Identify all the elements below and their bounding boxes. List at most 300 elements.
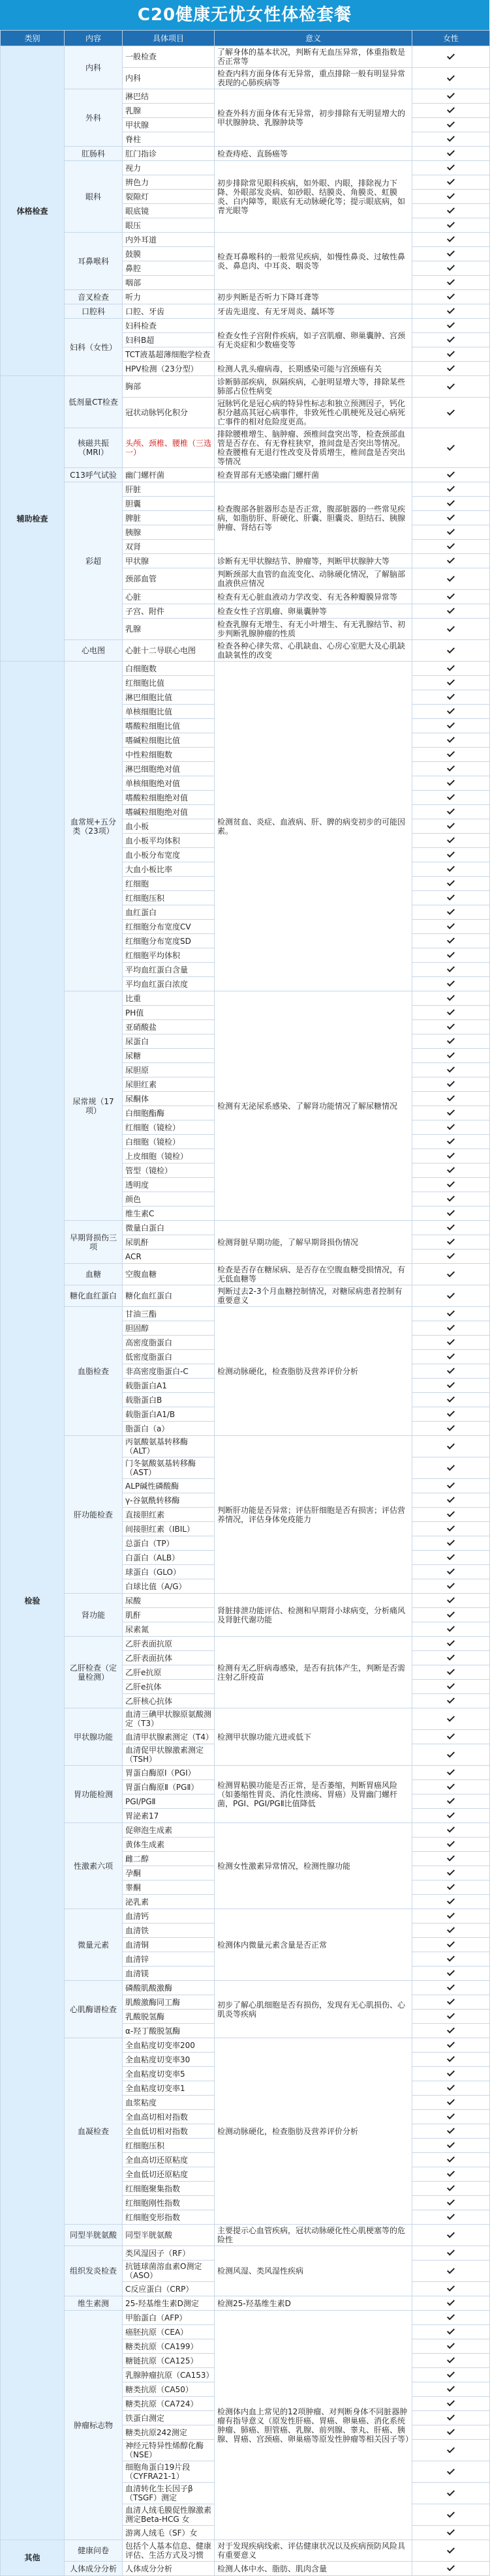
table-row	[1, 1766, 490, 1780]
female-included-cell	[412, 2110, 490, 2124]
check-icon	[446, 1036, 455, 1045]
female-included-cell	[412, 1794, 490, 1809]
female-included-cell	[412, 604, 490, 619]
item-cell: γ-谷氨酰转移酶	[123, 1493, 215, 1508]
table-row	[1, 2225, 490, 2246]
check-icon	[446, 1867, 455, 1877]
female-included-cell	[412, 2296, 490, 2311]
item-cell: 淋巴细胞绝对值	[123, 762, 215, 776]
table-row	[1, 2562, 490, 2576]
item-cell: 全血粘度切变率5	[123, 2067, 215, 2081]
female-included-cell	[412, 1665, 490, 1680]
female-included-cell	[412, 1120, 490, 1135]
item-cell: PGⅠ/PGⅡ	[123, 1794, 215, 1809]
female-included-cell	[412, 1952, 490, 1967]
item-cell: 血清甲状腺素测定（T4）	[123, 1730, 215, 1744]
item-cell: 乳腺	[123, 619, 215, 640]
female-included-cell	[412, 1321, 490, 1336]
check-icon	[446, 1179, 455, 1188]
check-icon	[446, 1839, 455, 1848]
check-icon	[446, 1323, 455, 1332]
content-cell: 肛肠科	[65, 147, 123, 161]
female-included-cell	[412, 2540, 490, 2562]
female-included-cell	[412, 2354, 490, 2368]
check-icon	[446, 2412, 455, 2422]
content-cell: 肾功能	[65, 1594, 123, 1637]
content-cell: 血凝检查	[65, 2038, 123, 2225]
check-icon	[446, 1896, 455, 1905]
meaning-cell: 检查乳腺有无增生、有无小叶增生、有无乳腺结节、初步判断乳腺肿瘤的性质	[215, 619, 412, 640]
check-icon	[446, 677, 455, 686]
item-cell: 子宫、附件	[123, 604, 215, 619]
item-cell: 嗜酸粒细胞比值	[123, 719, 215, 733]
check-icon	[446, 2230, 455, 2239]
female-included-cell	[412, 204, 490, 218]
check-icon	[446, 2083, 455, 2092]
item-cell: 雌二醇	[123, 1852, 215, 1866]
female-included-cell	[412, 2246, 490, 2261]
female-included-cell	[412, 905, 490, 920]
table-row	[1, 304, 490, 319]
female-included-cell	[412, 1006, 490, 1020]
item-cell: 白细胞酯酶	[123, 1106, 215, 1120]
check-icon	[446, 263, 455, 272]
item-cell: 癌胚抗原（CEA）	[123, 2325, 215, 2339]
meaning-cell: 检查痔疮、直肠癌等	[215, 147, 412, 161]
content-cell: 微量元素	[65, 1909, 123, 1981]
meaning-cell: 检测动脉硬化，检查脂肪及营养评价分析	[215, 2038, 412, 2225]
female-included-cell	[412, 1909, 490, 1924]
header-items: 具体项目	[123, 31, 215, 46]
female-included-cell	[412, 1924, 490, 1938]
item-cell: 血清钙	[123, 1909, 215, 1924]
meaning-cell: 诊断有无甲状腺结节、肿瘤等，判断甲状腺肿大等	[215, 554, 412, 568]
checkup-table	[0, 30, 490, 2576]
check-icon	[446, 1609, 455, 1618]
item-cell: HPV检测（23分型）	[123, 362, 215, 376]
female-included-cell	[412, 2440, 490, 2461]
check-icon	[446, 234, 455, 243]
female-included-cell	[412, 1895, 490, 1909]
check-icon	[446, 1193, 455, 1203]
female-included-cell	[412, 347, 490, 362]
item-cell: 门冬氨酸氨基转移酶（AST）	[123, 1457, 215, 1479]
item-cell: 红细胞压积	[123, 2139, 215, 2153]
female-included-cell	[412, 1766, 490, 1780]
item-cell: 红细胞变形指数	[123, 2210, 215, 2225]
female-included-cell	[412, 1235, 490, 1250]
item-cell: 乙肝核心抗体	[123, 1694, 215, 1708]
content-cell: 口腔科	[65, 304, 123, 319]
item-cell: 细胞角蛋白19片段（CYFRA21-1）	[123, 2461, 215, 2483]
item-cell: 载脂蛋白B	[123, 1393, 215, 1407]
check-icon	[446, 1380, 455, 1389]
female-included-cell	[412, 118, 490, 132]
item-cell: 鼓膜	[123, 247, 215, 261]
item-cell: 内外耳道	[123, 233, 215, 247]
check-icon	[446, 1423, 455, 1432]
female-included-cell	[412, 304, 490, 319]
item-cell: 尿素氮	[123, 1622, 215, 1637]
header-category: 类别	[1, 31, 65, 46]
table-row	[1, 147, 490, 161]
check-icon	[446, 763, 455, 772]
female-included-cell	[412, 511, 490, 525]
item-cell: 微量白蛋白	[123, 1221, 215, 1235]
check-icon	[446, 907, 455, 916]
meaning-cell: 检测风湿、类风湿性疾病	[215, 2246, 412, 2296]
female-included-cell	[412, 1285, 490, 1307]
check-icon	[446, 1269, 455, 1278]
check-icon	[446, 1079, 455, 1088]
female-included-cell	[412, 1938, 490, 1952]
item-cell: 红细胞平均体积	[123, 948, 215, 963]
female-included-cell	[412, 2504, 490, 2526]
check-icon	[446, 512, 455, 521]
item-cell: 红细胞分布宽度CV	[123, 920, 215, 934]
female-included-cell	[412, 276, 490, 290]
female-included-cell	[412, 791, 490, 805]
item-cell: 心脏十二导联心电图	[123, 640, 215, 662]
category-cell: 辅助检查	[1, 376, 65, 662]
female-included-cell	[412, 2425, 490, 2440]
female-included-cell	[412, 1364, 490, 1379]
item-cell: 甲状腺	[123, 118, 215, 132]
table-row	[1, 319, 490, 333]
item-cell: 25-羟基维生素D测定	[123, 2296, 215, 2311]
content-cell: 同型半胱氨酸	[65, 2225, 123, 2246]
item-cell: 中性粒细胞数	[123, 748, 215, 762]
check-icon	[446, 749, 455, 758]
female-included-cell	[412, 104, 490, 118]
item-cell: 红细胞聚集指数	[123, 2182, 215, 2196]
item-cell: 乳腺肿瘤抗原（CA153）	[123, 2368, 215, 2382]
item-cell: ACR	[123, 1250, 215, 1264]
female-included-cell	[412, 1457, 490, 1479]
item-cell: 头颅、颈椎、腰椎（三选一）	[123, 428, 215, 468]
female-included-cell	[412, 1336, 490, 1350]
item-cell: 双肾	[123, 540, 215, 554]
check-icon	[446, 1997, 455, 2006]
check-icon	[446, 2154, 455, 2163]
check-icon	[446, 2466, 455, 2476]
item-cell: 糖链抗原（CA125）	[123, 2354, 215, 2368]
female-included-cell	[412, 175, 490, 190]
item-cell: TCT液基超薄细胞学检查	[123, 347, 215, 362]
meaning-cell: 检测人乳头瘤病毒，长期感染可能与宫颈癌有关	[215, 362, 412, 376]
item-cell: 单核细胞比值	[123, 705, 215, 719]
check-icon	[446, 1796, 455, 1805]
meaning-cell: 主要提示心血管疾病，冠状动脉硬化性心肌梗塞等的危险性	[215, 2225, 412, 2246]
check-icon	[446, 835, 455, 844]
table-row	[1, 376, 490, 398]
check-icon	[446, 205, 455, 214]
female-included-cell	[412, 1981, 490, 1995]
check-icon	[446, 469, 455, 478]
meaning-cell: 诊断肺部疾病，纵隔疾病，心脏明显增大等，排除某些肺部占位性病变	[215, 376, 412, 398]
check-icon	[446, 2111, 455, 2120]
item-cell: 铁蛋白测定	[123, 2411, 215, 2425]
female-included-cell	[412, 376, 490, 398]
check-icon	[446, 1495, 455, 1504]
category-cell: 检验	[1, 662, 65, 2540]
check-icon	[446, 1595, 455, 1604]
check-icon	[446, 1021, 455, 1031]
item-cell: 妇科检查	[123, 319, 215, 333]
female-included-cell	[412, 1164, 490, 1178]
female-included-cell	[412, 1536, 490, 1551]
item-cell: 孕酮	[123, 1866, 215, 1881]
check-icon	[446, 334, 455, 344]
female-included-cell	[412, 1967, 490, 1981]
item-cell: 糖化血红蛋白	[123, 1285, 215, 1307]
content-cell: 肿瘤标志物	[65, 2311, 123, 2540]
check-icon	[446, 1581, 455, 1590]
meaning-cell: 检测25-羟基维生素D	[215, 2296, 412, 2311]
check-icon	[446, 2445, 455, 2454]
female-included-cell	[412, 2010, 490, 2024]
female-included-cell	[412, 1809, 490, 1823]
meaning-cell: 初步了解心肌细胞是否有损伤，发现有无心肌损伤、心肌炎等疾病	[215, 1981, 412, 2038]
female-included-cell	[412, 619, 490, 640]
check-icon	[446, 527, 455, 536]
item-cell: 乳腺	[123, 104, 215, 118]
content-cell: 维生素测	[65, 2296, 123, 2311]
content-cell: 早期肾损伤三项	[65, 1221, 123, 1264]
check-icon	[446, 248, 455, 257]
content-cell: 胃功能检测	[65, 1766, 123, 1823]
check-icon	[446, 2025, 455, 2034]
item-cell: 血小板平均体积	[123, 834, 215, 848]
check-icon	[446, 381, 455, 390]
check-icon	[446, 1925, 455, 1934]
female-included-cell	[412, 2096, 490, 2110]
check-icon	[446, 2355, 455, 2364]
item-cell: 肌酸激酶同工酶	[123, 1995, 215, 2010]
female-included-cell	[412, 319, 490, 333]
female-included-cell	[412, 2153, 490, 2167]
item-cell: 直接胆红素	[123, 1508, 215, 1522]
female-included-cell	[412, 705, 490, 719]
item-cell: 乙肝表面抗原	[123, 1637, 215, 1651]
female-included-cell	[412, 2261, 490, 2282]
table-row	[1, 1264, 490, 1285]
female-included-cell	[412, 161, 490, 175]
meaning-cell: 初步判断是否听力下降耳聋等	[215, 290, 412, 304]
female-included-cell	[412, 2182, 490, 2196]
item-cell: 胆囊	[123, 497, 215, 511]
check-icon	[446, 1968, 455, 1977]
item-cell: 间接胆红素（IBIL）	[123, 1522, 215, 1536]
check-icon	[446, 277, 455, 286]
item-cell: 乙肝表面抗体	[123, 1651, 215, 1665]
check-icon	[446, 2283, 455, 2292]
female-included-cell	[412, 640, 490, 662]
check-icon	[446, 1824, 455, 1834]
female-included-cell	[412, 662, 490, 676]
check-icon	[446, 1463, 455, 1472]
check-icon	[446, 134, 455, 143]
item-cell: 红细胞（镜检）	[123, 1120, 215, 1135]
item-cell: 眼压	[123, 218, 215, 233]
check-icon	[446, 1237, 455, 1246]
check-icon	[446, 1107, 455, 1117]
check-icon	[446, 1681, 455, 1690]
check-icon	[446, 2298, 455, 2307]
female-included-cell	[412, 733, 490, 748]
meaning-cell: 检测动脉硬化，检查脂肪及营养评价分析	[215, 1307, 412, 1436]
item-cell: 磷酸肌酸激酶	[123, 1981, 215, 1995]
check-icon	[446, 1007, 455, 1016]
item-cell: 尿糖	[123, 1049, 215, 1063]
table-row	[1, 46, 490, 68]
item-cell: 人体成分分析	[123, 2562, 215, 2576]
female-included-cell	[412, 1508, 490, 1522]
female-included-cell	[412, 1852, 490, 1866]
item-cell: 同型半胱氨酸	[123, 2225, 215, 2246]
check-icon	[446, 1982, 455, 1991]
check-icon	[446, 1954, 455, 1963]
meaning-cell: 牙齿先退度、有无牙周炎、龋坏等	[215, 304, 412, 319]
female-included-cell	[412, 1493, 490, 1508]
table-row	[1, 233, 490, 247]
check-icon	[446, 1939, 455, 1948]
check-icon	[446, 806, 455, 815]
check-icon	[446, 1749, 455, 1759]
item-cell: 低密度脂蛋白	[123, 1350, 215, 1364]
table-row	[1, 1909, 490, 1924]
check-icon	[446, 2183, 455, 2192]
female-included-cell	[412, 1077, 490, 1092]
female-included-cell	[412, 1995, 490, 2010]
item-cell: 抗链球菌溶血素O测定（ASO）	[123, 2261, 215, 2282]
item-cell: 鼻腔	[123, 261, 215, 276]
check-icon	[446, 878, 455, 887]
item-cell: 乳酸脱氢酶	[123, 2010, 215, 2024]
item-cell: 平均血红蛋白含量	[123, 963, 215, 977]
table-row	[1, 640, 490, 662]
content-cell: 乙肝检查（定量检测）	[65, 1637, 123, 1708]
female-included-cell	[412, 1178, 490, 1192]
female-included-cell	[412, 1708, 490, 1730]
item-cell: 淋巴结	[123, 89, 215, 104]
check-icon	[446, 1853, 455, 1862]
meaning-cell: 检查内科方面身体有无异常，重点排除一般有明显异常表现的心肺疾病等	[215, 68, 412, 89]
female-included-cell	[412, 819, 490, 834]
check-icon	[446, 105, 455, 114]
female-included-cell	[412, 719, 490, 733]
female-included-cell	[412, 762, 490, 776]
meaning-cell: 检测女性激素异常情况，检测性腺功能	[215, 1823, 412, 1909]
content-cell: 性激素六项	[65, 1823, 123, 1909]
check-icon	[446, 541, 455, 550]
table-row	[1, 1594, 490, 1608]
check-icon	[446, 306, 455, 315]
item-cell: 视力	[123, 161, 215, 175]
item-cell: 冠状动脉钙化积分	[123, 398, 215, 428]
check-icon	[446, 2169, 455, 2178]
meaning-cell: 检测肾脏早期功能，了解早期肾损伤情况	[215, 1221, 412, 1264]
meaning-cell: 检查耳鼻喉科的一般常见疾病，如慢性鼻炎、过敏性鼻炎、鼻息肉、中耳炎、咽炎等	[215, 233, 412, 290]
check-icon	[446, 1714, 455, 1723]
check-icon	[446, 2545, 455, 2554]
item-cell: 胆固醇	[123, 1321, 215, 1336]
check-icon	[446, 1050, 455, 1059]
check-icon	[446, 2266, 455, 2275]
meaning-cell: 检查是否存在糖尿病、是否存在空腹血糖受损情况，有无低血糖等	[215, 1264, 412, 1285]
item-cell: 肛门指诊	[123, 147, 215, 161]
check-icon	[446, 2326, 455, 2335]
check-icon	[446, 177, 455, 186]
check-icon	[446, 2140, 455, 2149]
content-cell: C13呼气试验	[65, 468, 123, 482]
female-included-cell	[412, 1049, 490, 1063]
female-included-cell	[412, 540, 490, 554]
item-cell: 比重	[123, 991, 215, 1006]
item-cell: 嗜酸粒细胞绝对值	[123, 791, 215, 805]
item-cell: 非高密度脂蛋白-C	[123, 1364, 215, 1379]
table-row	[1, 1823, 490, 1837]
item-cell: 口腔、牙齿	[123, 304, 215, 319]
item-cell: ALP碱性磷酸酶	[123, 1479, 215, 1493]
content-cell: 健康问卷	[65, 2540, 123, 2562]
check-icon	[446, 1136, 455, 1145]
check-icon	[446, 720, 455, 729]
check-icon	[446, 645, 455, 654]
female-included-cell	[412, 1579, 490, 1594]
female-included-cell	[412, 1881, 490, 1895]
check-icon	[446, 1652, 455, 1661]
check-icon	[446, 692, 455, 701]
female-included-cell	[412, 1637, 490, 1651]
female-included-cell	[412, 2282, 490, 2296]
check-icon	[446, 498, 455, 507]
meaning-cell: 检查各种心律失常、心肌缺血、心房心室肥大及心肌缺血缺氧性的改变	[215, 640, 412, 662]
item-cell: 辨色力	[123, 175, 215, 190]
female-included-cell	[412, 2225, 490, 2246]
check-icon	[446, 2527, 455, 2536]
female-included-cell	[412, 218, 490, 233]
check-icon	[446, 407, 455, 417]
meaning-cell: 检测胃粘膜功能是否正常，是否萎缩，判断胃癌风险（如萎缩性胃炎、消化性溃疡、胃癌）及胃幽门螺杆菌，PGⅠ、PGⅠ/PGⅡ比值降低	[215, 1766, 412, 1823]
item-cell: 全血高切相对指数	[123, 2110, 215, 2124]
item-cell: 血清锌	[123, 1952, 215, 1967]
item-cell: 平均血红蛋白浓度	[123, 977, 215, 991]
check-icon	[446, 363, 455, 372]
female-included-cell	[412, 482, 490, 497]
female-included-cell	[412, 1250, 490, 1264]
female-included-cell	[412, 428, 490, 468]
table-body	[1, 46, 490, 2576]
item-cell: 脂蛋白（a）	[123, 1422, 215, 1436]
female-included-cell	[412, 1307, 490, 1321]
female-included-cell	[412, 1479, 490, 1493]
item-cell: 神经元特异性烯醇化酶（NSE）	[123, 2440, 215, 2461]
content-cell: 尿常规（17项）	[65, 991, 123, 1221]
content-cell: 核磁共振（MRI）	[65, 428, 123, 468]
meaning-cell: 判断肝功能是否异常；评估肝细胞是否有损害；评估营养情况，评估身体免疫能力	[215, 1436, 412, 1594]
female-included-cell	[412, 525, 490, 540]
check-icon	[446, 220, 455, 229]
item-cell: 血清镁	[123, 1967, 215, 1981]
female-included-cell	[412, 2526, 490, 2540]
item-cell: 亚硝酸盐	[123, 1020, 215, 1034]
female-included-cell	[412, 568, 490, 590]
meaning-cell: 检测体内微量元素含量是否正常	[215, 1909, 412, 1981]
item-cell: 透明度	[123, 1178, 215, 1192]
meaning-cell: 检查胃部有无感染幽门螺杆菌	[215, 468, 412, 482]
meaning-cell: 初步排除常见眼科疾病，如外眼、内眼，排除视力下降、外眼部发炎病、如砂眼、结膜炎、角膜炎、虹膜炎、白内障等，眼底有无动脉硬化等；提示眼底病，如青光眼等	[215, 161, 412, 233]
